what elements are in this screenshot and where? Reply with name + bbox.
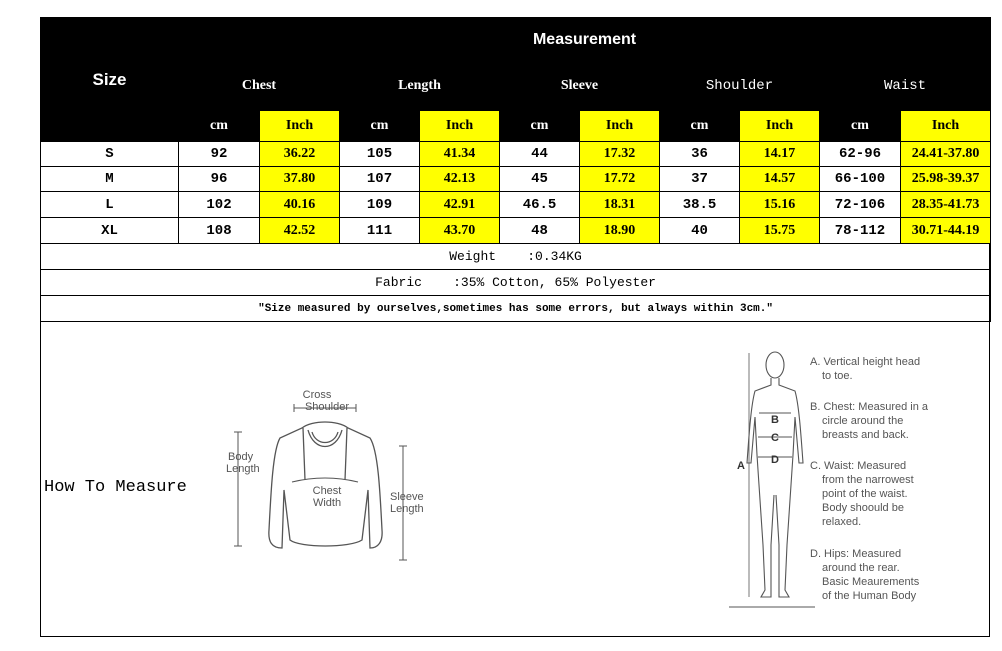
shoulder-cm-cell: 38.5	[660, 192, 740, 218]
chest-cm-cell: 102	[179, 192, 260, 218]
unit-inch: Inch	[260, 111, 340, 142]
weight-row: Weight :0.34KG	[41, 244, 991, 270]
sleeve-length-label: Length	[390, 503, 424, 515]
legend-text: of the Human Body	[822, 590, 917, 602]
length-cm-cell: 107	[340, 167, 420, 192]
waist-inch-cell: 28.35-41.73	[901, 192, 991, 218]
column-header-chest: Chest	[179, 62, 340, 111]
legend-c	[810, 459, 960, 529]
legend-text: C. Waist: Measured	[810, 460, 907, 472]
legend-text: B. Chest: Measured in a	[810, 401, 929, 413]
unit-cm: cm	[340, 111, 420, 142]
waist-cm-cell: 72-106	[820, 192, 901, 218]
body-label-d: D	[771, 454, 779, 466]
body-length-label: Body	[228, 451, 254, 463]
sleeve-cm-cell: 46.5	[500, 192, 580, 218]
chest-width-label: Width	[312, 497, 342, 509]
size-cell: XL	[41, 218, 179, 244]
legend-text: circle around the	[822, 415, 904, 427]
legend-text: around the rear.	[822, 562, 900, 574]
waist-inch-cell: 30.71-44.19	[901, 218, 991, 244]
column-header-sleeve: Sleeve	[500, 62, 660, 111]
shoulder-cm-cell: 36	[660, 142, 740, 167]
shoulder-cm-cell: 37	[660, 167, 740, 192]
sleeve-cm-cell: 48	[500, 218, 580, 244]
length-cm-cell: 111	[340, 218, 420, 244]
length-cm-cell: 109	[340, 192, 420, 218]
chest-width-label: Chest	[312, 485, 342, 497]
body-label-a: A	[737, 460, 745, 472]
chest-cm-cell: 108	[179, 218, 260, 244]
body-length-label: Length	[226, 463, 260, 475]
length-inch-cell: 42.13	[420, 167, 500, 192]
cross-shoulder-label: Shoulder	[304, 401, 350, 413]
shoulder-cm-cell: 40	[660, 218, 740, 244]
unit-inch: Inch	[580, 111, 660, 142]
shoulder-inch-cell: 15.75	[740, 218, 820, 244]
size-header: Size	[41, 18, 179, 142]
shoulder-inch-cell: 14.57	[740, 167, 820, 192]
table-row	[41, 142, 991, 167]
sleeve-length-label: Sleeve	[390, 491, 424, 503]
legend-text: D. Hips: Measured	[810, 548, 902, 560]
chest-inch-cell: 42.52	[260, 218, 340, 244]
sleeve-cm-cell: 44	[500, 142, 580, 167]
chest-inch-cell: 40.16	[260, 192, 340, 218]
measurement-header: Measurement	[179, 18, 991, 62]
sleeve-inch-cell: 17.32	[580, 142, 660, 167]
shoulder-inch-cell: 15.16	[740, 192, 820, 218]
length-inch-cell: 41.34	[420, 142, 500, 167]
unit-cm: cm	[500, 111, 580, 142]
column-header-waist: Waist	[820, 62, 991, 111]
sleeve-inch-cell: 18.90	[580, 218, 660, 244]
waist-cm-cell: 62-96	[820, 142, 901, 167]
legend-text: Basic Meaurements	[822, 576, 920, 588]
waist-inch-cell: 24.41-37.80	[901, 142, 991, 167]
legend-b	[810, 400, 960, 442]
waist-inch-cell: 25.98-39.37	[901, 167, 991, 192]
unit-inch: Inch	[740, 111, 820, 142]
column-header-shoulder: Shoulder	[660, 62, 820, 111]
chest-inch-cell: 36.22	[260, 142, 340, 167]
column-header-length: Length	[340, 62, 500, 111]
cross-shoulder-label: Cross	[302, 389, 332, 401]
measurement-note: "Size measured by ourselves,sometimes has some errors, but always within 3cm."	[41, 296, 991, 322]
legend-text: A. Vertical height head	[810, 356, 921, 368]
legend-text: relaxed.	[822, 516, 862, 528]
unit-inch: Inch	[901, 111, 991, 142]
legend-text: point of the waist.	[822, 488, 908, 500]
chest-cm-cell: 92	[179, 142, 260, 167]
legend-text: Body shoould be	[822, 502, 904, 514]
sleeve-cm-cell: 45	[500, 167, 580, 192]
size-cell: S	[41, 142, 179, 167]
length-inch-cell: 43.70	[420, 218, 500, 244]
legend-d	[810, 547, 960, 603]
how-to-measure-label: How To Measure	[44, 478, 187, 497]
sleeve-inch-cell: 17.72	[580, 167, 660, 192]
unit-cm: cm	[820, 111, 901, 142]
unit-cm: cm	[660, 111, 740, 142]
fabric-row: Fabric :35% Cotton, 65% Polyester	[41, 270, 991, 296]
unit-inch: Inch	[420, 111, 500, 142]
legend-a	[810, 355, 960, 383]
length-inch-cell: 42.91	[420, 192, 500, 218]
size-cell: L	[41, 192, 179, 218]
legend-text: from the narrowest	[822, 474, 914, 486]
table-row	[41, 192, 991, 218]
legend-text: breasts and back.	[822, 429, 909, 441]
unit-cm: cm	[179, 111, 260, 142]
chest-inch-cell: 37.80	[260, 167, 340, 192]
sweater-diagram	[220, 380, 450, 570]
table-row	[41, 167, 991, 192]
size-chart-table	[40, 17, 991, 322]
shoulder-inch-cell: 14.17	[740, 142, 820, 167]
size-cell: M	[41, 167, 179, 192]
sleeve-inch-cell: 18.31	[580, 192, 660, 218]
table-row	[41, 218, 991, 244]
legend-text: to toe.	[822, 370, 853, 382]
body-label-c: C	[771, 432, 779, 444]
waist-cm-cell: 78-112	[820, 218, 901, 244]
chest-cm-cell: 96	[179, 167, 260, 192]
body-label-b: B	[771, 414, 779, 426]
body-figure-diagram	[725, 345, 815, 610]
length-cm-cell: 105	[340, 142, 420, 167]
waist-cm-cell: 66-100	[820, 167, 901, 192]
